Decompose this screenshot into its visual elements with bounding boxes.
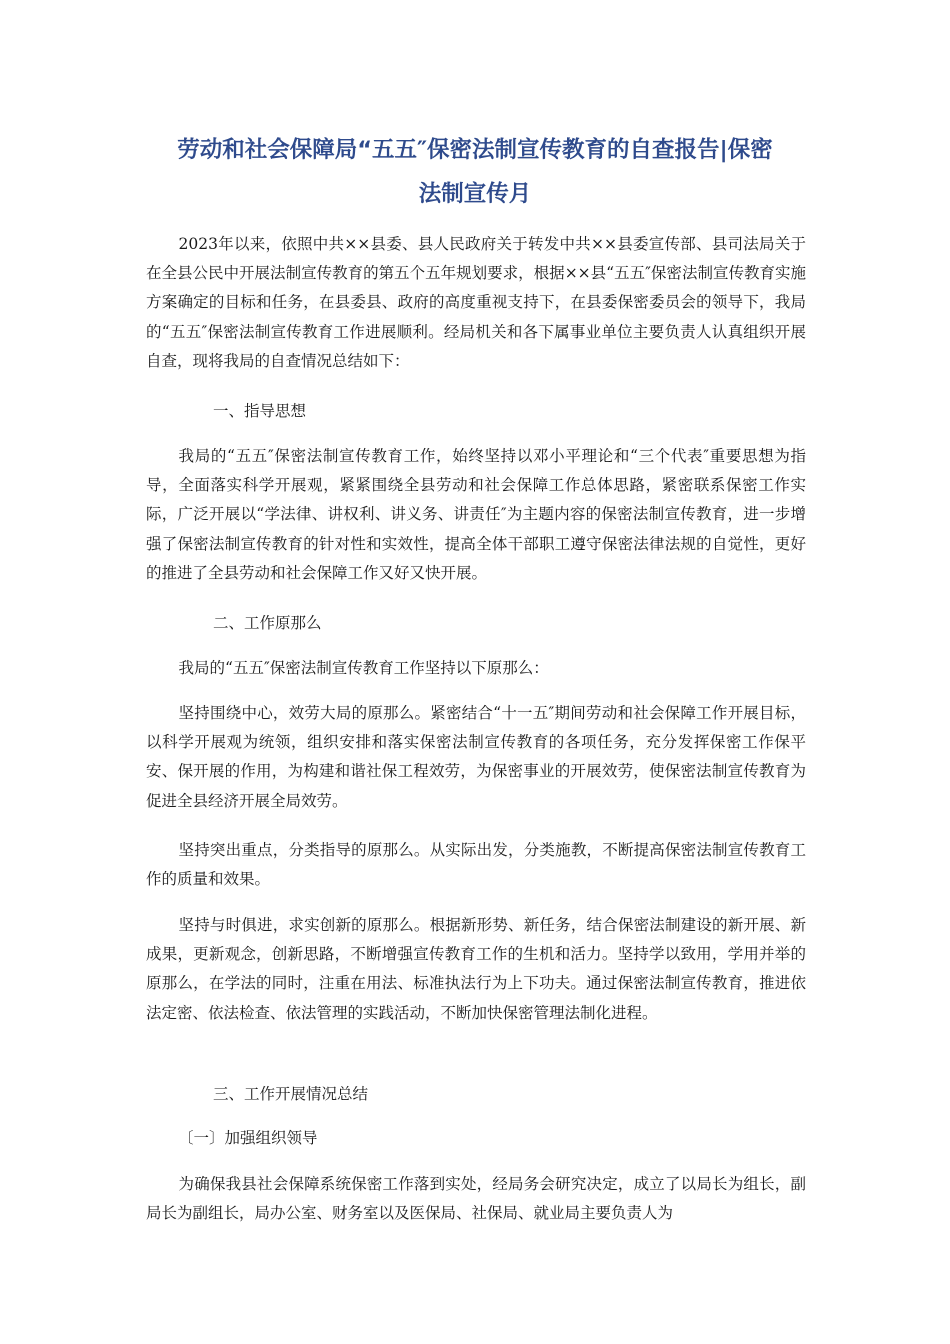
document-title	[120, 128, 830, 216]
section-2-heading: 二、工作原那么	[213, 614, 322, 632]
section-3-heading: 三、工作开展情况总结	[213, 1085, 369, 1103]
subsection-1-paragraph: 为确保我县社会保障系统保密工作落到实处，经局务会研究决定，成立了以局长为组长，副局长为副组长，局办公室、财务室以及医保局、社保局、就业局主要负责人为	[146, 1175, 806, 1223]
section-1-heading: 一、指导思想	[213, 402, 307, 420]
title-line-2: 法制宣传月	[418, 181, 532, 207]
principle-3-paragraph: 坚持与时俱进，求实创新的原那么。根据新形势、新任务，结合保密法制建设的新开展、新成果，更新观念，创新思路，不断增强宣传教育工作的生机和活力。坚持学以致用，学用并举的原那么，在学法的同时，注重在用法、标准执法行为上下功夫。通过保密法制宣传教育，推进依法定密、依法检查、依法管理的实践活动，不断加快保密管理法制化进程。	[146, 916, 806, 1022]
principle-1-paragraph: 坚持围绕中心，效劳大局的原那么。紧密结合“十一五″期间劳动和社会保障工作开展目标，以科学开展观为统领，组织安排和落实保密法制宣传教育的各项任务，充分发挥保密工作保平安、保开展的作用，为构建和谐社保工程效劳，为保密事业的开展效劳，使保密法制宣传教育为促进全县经济开展全局效劳。	[146, 704, 806, 810]
title-line-1: 劳动和社会保障局“五五″保密法制宣传教育的自查报告|保密	[177, 137, 773, 163]
subsection-1-heading: 〔一〕加强组织领导	[178, 1129, 318, 1147]
section-2-intro: 我局的“五五″保密法制宣传教育工作坚持以下原那么：	[178, 659, 549, 677]
principle-2-paragraph: 坚持突出重点，分类指导的原那么。从实际出发，分类施教，不断提高保密法制宣传教育工作的质量和效果。	[146, 841, 806, 889]
section-1-paragraph: 我局的“五五″保密法制宣传教育工作，始终坚持以邓小平理论和“三个代表″重要思想为指导，全面落实科学开展观，紧紧围绕全县劳动和社会保障工作总体思路，紧密联系保密工作实际，广泛开展以“学法律、讲权利、讲义务、讲责任″为主题内容的保密法制宣传教育，进一步增强了保密法制宣传教育的针对性和实效性，提高全体干部职工遵守保密法律法规的自觉性，更好的推进了全县劳动和社会保障工作又好又快开展。	[146, 447, 806, 582]
intro-paragraph: 2023年以来，依照中共××县委、县人民政府关于转发中共××县委宣传部、县司法局关于在全县公民中开展法制宣传教育的第五个五年规划要求，根据××县“五五″保密法制宣传教育实施方案确定的目标和任务，在县委县、政府的高度重视支持下，在县委保密委员会的领导下，我局的“五五″保密法制宣传教育工作进展顺利。经局机关和各下属事业单位主要负责人认真组织开展自查，现将我局的自查情况总结如下：	[146, 235, 806, 370]
